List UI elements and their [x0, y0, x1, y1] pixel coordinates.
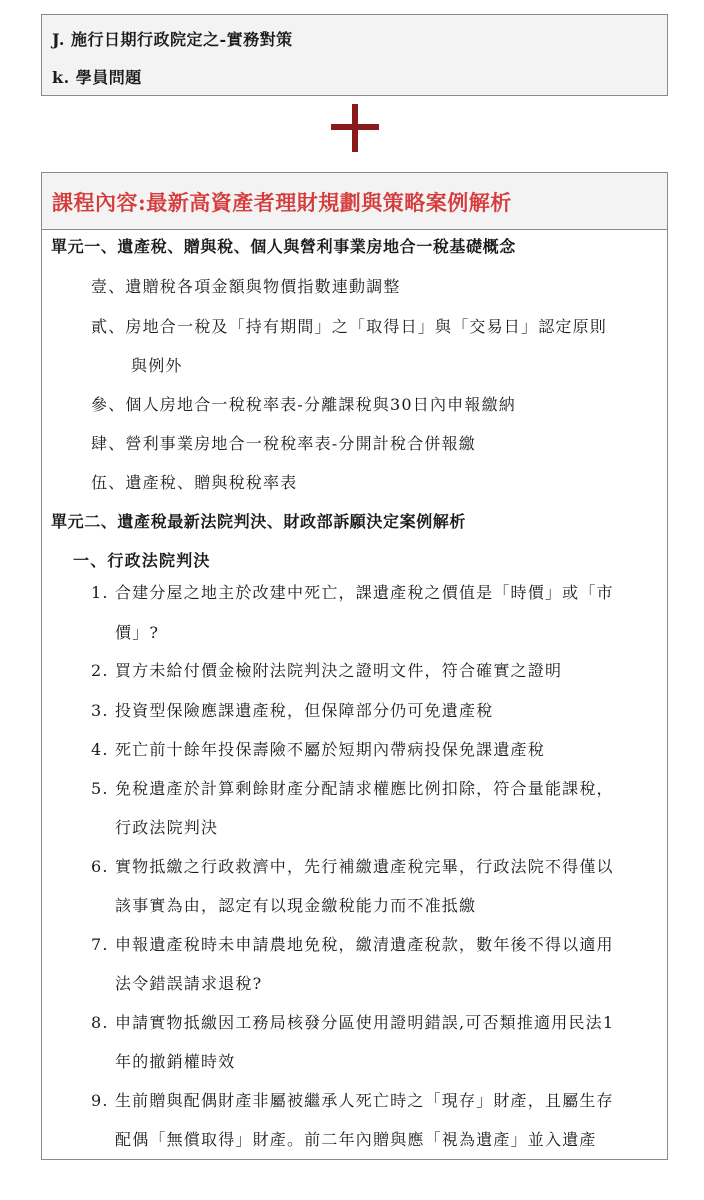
case-line: 3. 投資型保險應課遺產稅，但保障部分仍可免遺產稅	[91, 701, 494, 720]
case-line: 6. 實物抵繳之行政救濟中，先行補繳遺產稅完畢，行政法院不得僅以	[91, 857, 614, 876]
course-title: 課程內容:最新高資產者理財規劃與策略案例解析	[52, 190, 512, 215]
case-line-continuation: 配偶「無償取得」財產。前二年內贈與應「視為遺產」並入遺產	[115, 1130, 597, 1149]
unit1-item: 壹、遺贈稅各項金額與物價指數連動調整	[91, 277, 401, 296]
course-title-band	[42, 173, 667, 230]
case-line-continuation: 年的撤銷權時效	[115, 1052, 236, 1071]
case-line: 1. 合建分屋之地主於改建中死亡，課遺產稅之價值是「時價」或「市	[91, 583, 614, 602]
case-line: 8. 申請實物抵繳因工務局核發分區使用證明錯誤,可否類推適用民法1	[91, 1013, 615, 1032]
case-line: 9. 生前贈與配偶財產非屬被繼承人死亡時之「現存」財產，且屬生存	[91, 1091, 614, 1110]
header-note-box	[41, 14, 668, 96]
case-line: 7. 申報遺產稅時未申請農地免稅，繳清遺產稅款，數年後不得以適用	[91, 935, 614, 954]
case-line: 5. 免稅遺產於計算剩餘財產分配請求權應比例扣除，符合量能課稅，	[91, 779, 614, 798]
unit1-item-continuation: 與例外	[131, 356, 183, 375]
unit2-title: 單元二、遺產稅最新法院判決、財政部訴願決定案例解析	[51, 512, 467, 531]
unit2-section-title: 一、行政法院判決	[73, 551, 211, 570]
case-line-continuation: 行政法院判決	[115, 818, 219, 837]
case-line-continuation: 法令錯誤請求退稅?	[115, 974, 263, 993]
case-line-continuation: 價」?	[115, 623, 160, 642]
case-line-continuation: 該事實為由，認定有以現金繳稅能力而不准抵繳	[115, 896, 477, 915]
plus-icon-horizontal-bar	[331, 124, 379, 130]
unit1-title: 單元一、遺產稅、贈與稅、個人與營利事業房地合一稅基礎概念	[51, 237, 516, 256]
unit1-item: 參、個人房地合一稅稅率表-分離課稅與30日內申報繳納	[91, 395, 516, 414]
unit1-item: 貳、房地合一稅及「持有期間」之「取得日」與「交易日」認定原則	[91, 317, 608, 336]
unit1-item: 伍、遺產稅、贈與稅稅率表	[91, 473, 298, 492]
case-line: 4. 死亡前十餘年投保壽險不屬於短期內帶病投保免課遺產稅	[91, 740, 545, 759]
unit1-item: 肆、營利事業房地合一稅稅率表-分開計稅合併報繳	[91, 434, 477, 453]
note-line-j: J. 施行日期行政院定之-實務對策	[52, 30, 293, 49]
note-line-k: k. 學員問題	[52, 68, 142, 87]
case-line: 2. 買方未給付價金檢附法院判決之證明文件，符合確實之證明	[91, 661, 563, 680]
course-content-box	[41, 172, 668, 1160]
